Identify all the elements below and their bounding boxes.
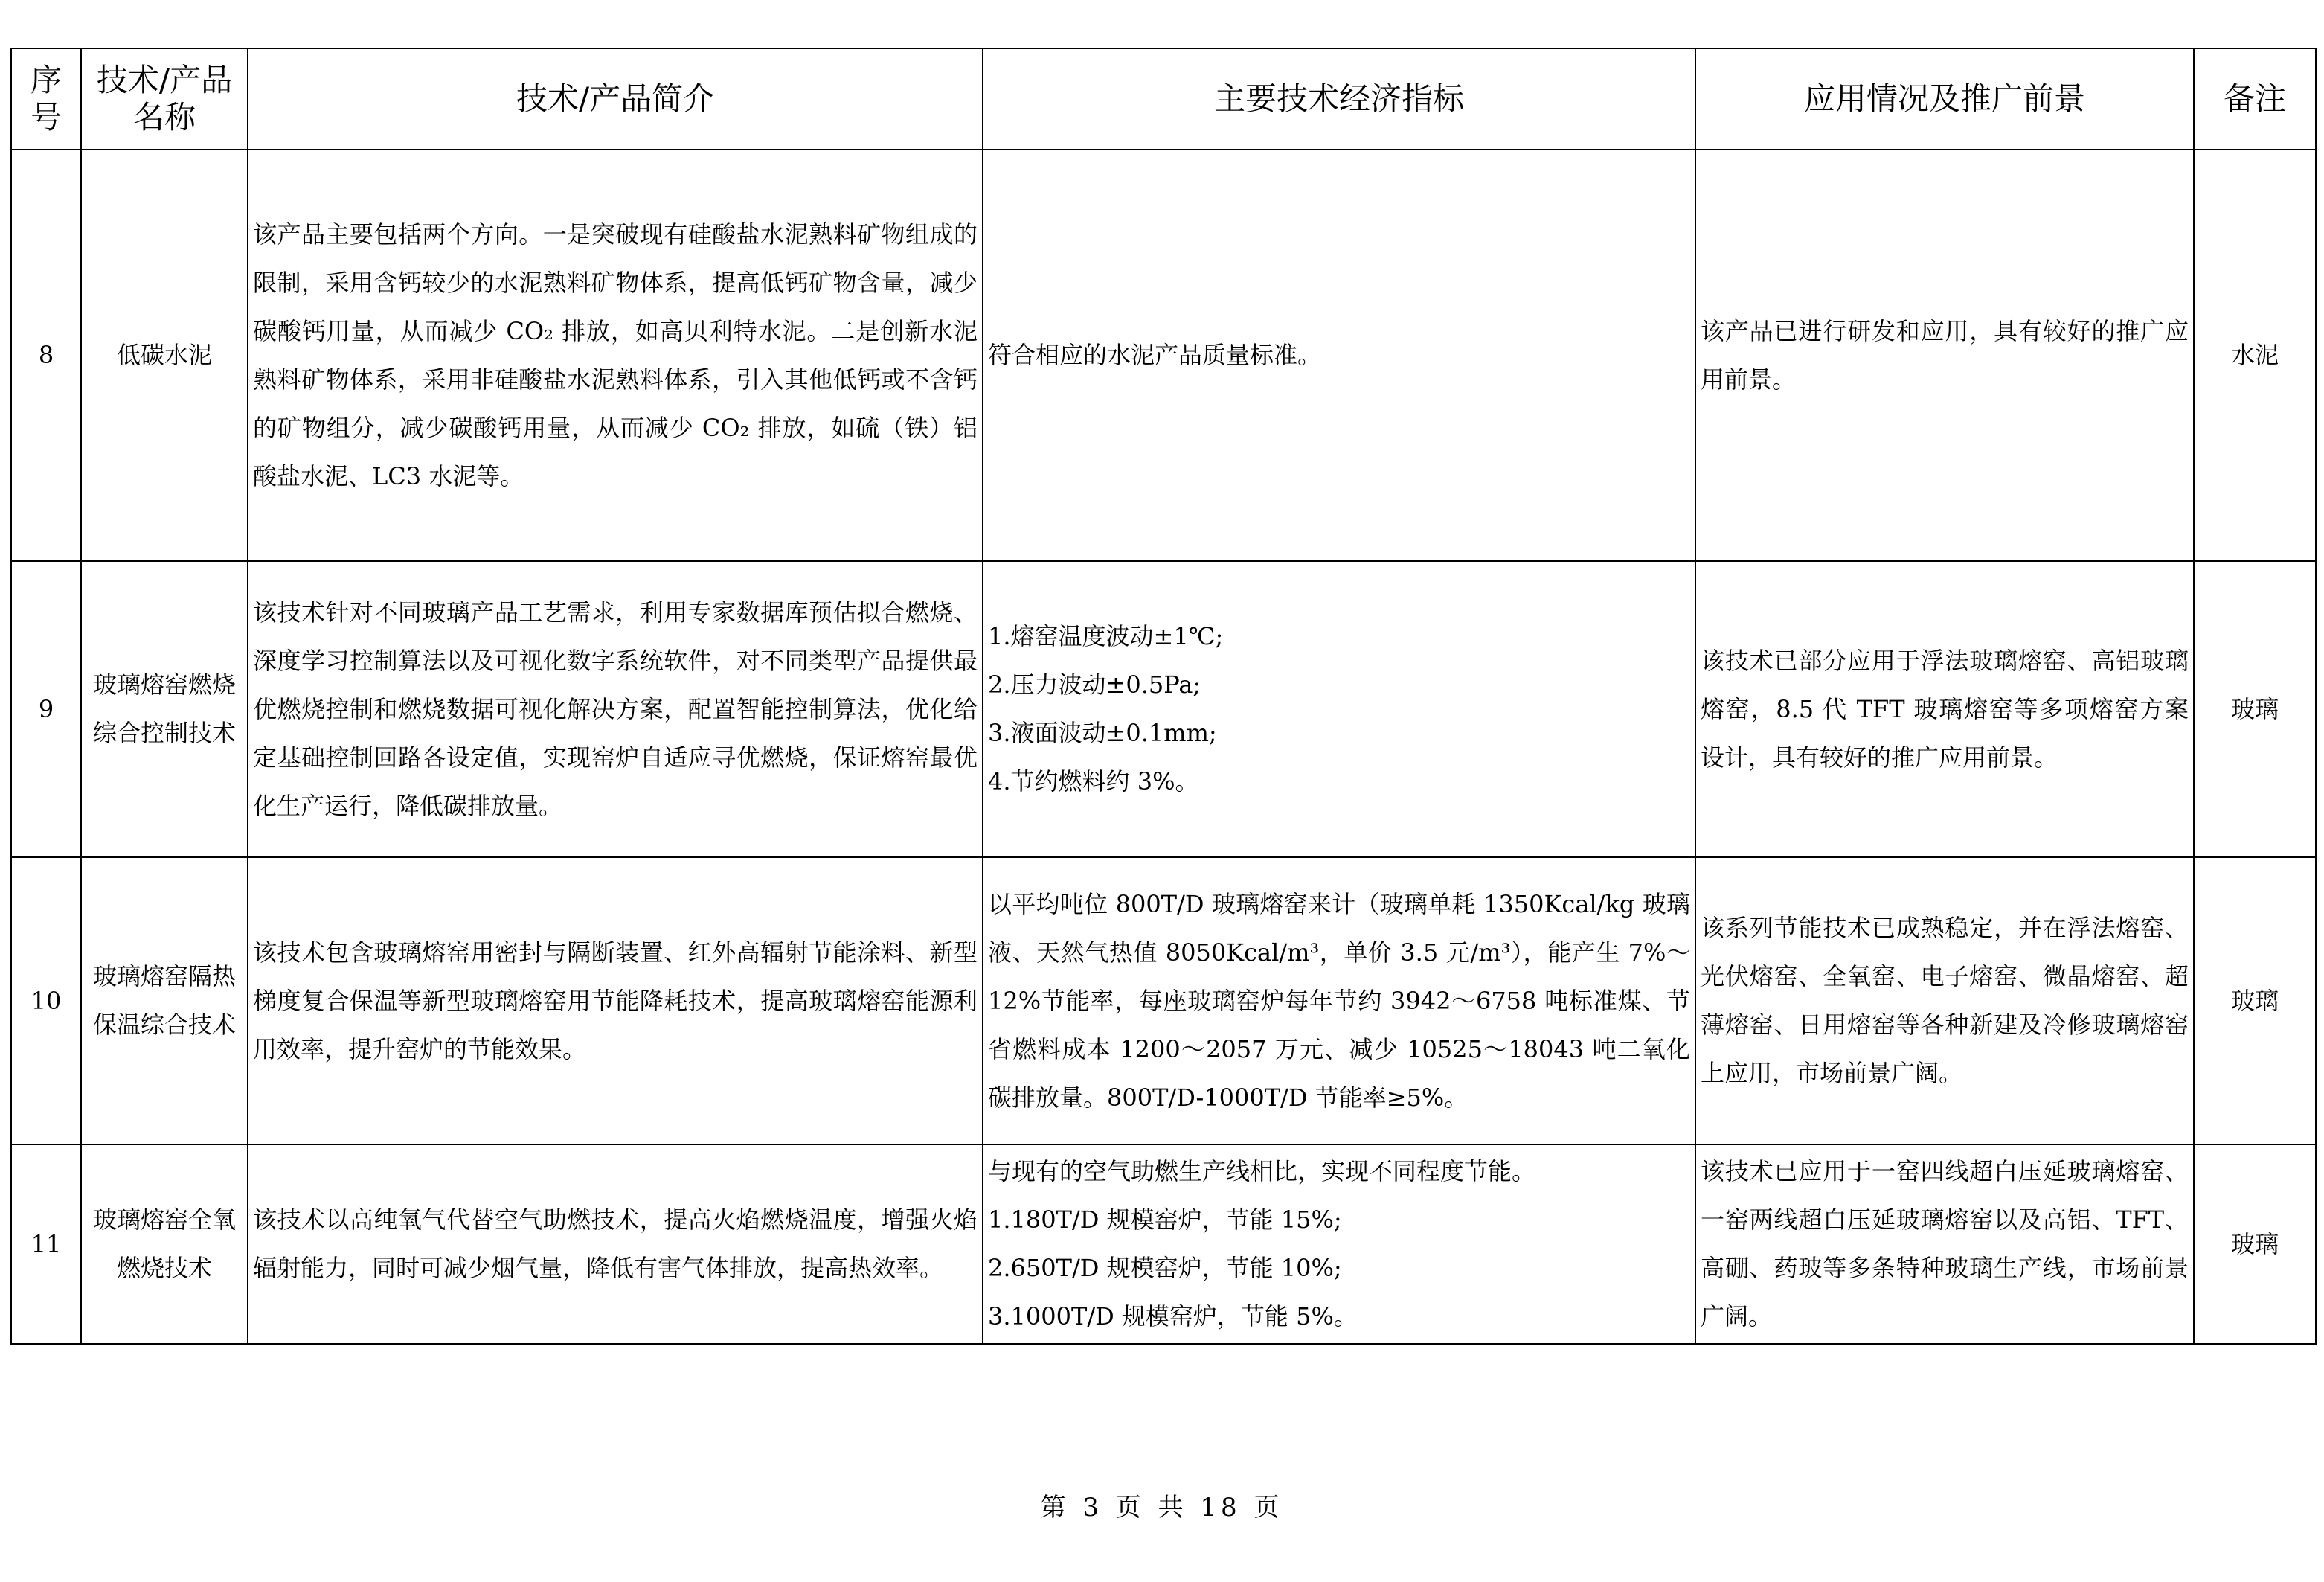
table-row xyxy=(11,150,2316,561)
page-number: 第 3 页 共 18 页 xyxy=(1040,1493,1284,1522)
row-seq: 9 xyxy=(11,561,81,857)
table-row xyxy=(11,561,2316,857)
row-application: 该技术已部分应用于浮法玻璃熔窑、高铝玻璃熔窑，8.5 代 TFT 玻璃熔窑等多项熔窑方案设计，具有较好的推广应用前景。 xyxy=(1695,561,2194,857)
row-seq: 10 xyxy=(11,857,81,1144)
row-remark: 玻璃 xyxy=(2194,1144,2316,1344)
row-name: 玻璃熔窑全氧燃烧技术 xyxy=(81,1144,248,1344)
row-remark: 水泥 xyxy=(2194,150,2316,561)
header-name: 技术/产品 名称 xyxy=(81,48,248,150)
row-indicators: 与现有的空气助燃生产线相比，实现不同程度节能。 1.180T/D 规模窑炉，节能 15%; 2.650T/D 规模窑炉，节能 10%; 3.1000T/D 规模窑炉，节能 5%。 xyxy=(983,1144,1695,1344)
header-remark: 备注 xyxy=(2194,48,2316,150)
row-application: 该技术已应用于一窑四线超白压延玻璃熔窑、一窑两线超白压延玻璃熔窑以及高铝、TFT、高硼、药玻等多条特种玻璃生产线，市场前景广阔。 xyxy=(1695,1144,2194,1344)
header-application: 应用情况及推广前景 xyxy=(1695,48,2194,150)
row-remark: 玻璃 xyxy=(2194,561,2316,857)
header-seq: 序 号 xyxy=(11,48,81,150)
row-indicators: 以平均吨位 800T/D 玻璃熔窑来计（玻璃单耗 1350Kcal/kg 玻璃液、天然气热值 8050Kcal/m³，单价 3.5 元/m³），能产生 7%～12%节能率，每座玻璃窑炉每年节约 3942～6758 吨标准煤、节省燃料成本 1200～2057 万元、减少 10525～18043 吨二氧化碳排放量。800T/D-1000T/D 节能率≥5%。 xyxy=(983,857,1695,1144)
row-application: 该产品已进行研发和应用，具有较好的推广应用前景。 xyxy=(1695,150,2194,561)
row-seq: 11 xyxy=(11,1144,81,1344)
row-seq: 8 xyxy=(11,150,81,561)
row-indicators: 1.熔窑温度波动±1℃; 2.压力波动±0.5Pa; 3.液面波动±0.1mm; 4.节约燃料约 3%。 xyxy=(983,561,1695,857)
row-name: 玻璃熔窑燃烧综合控制技术 xyxy=(81,561,248,857)
row-name: 玻璃熔窑隔热保温综合技术 xyxy=(81,857,248,1144)
row-indicators: 符合相应的水泥产品质量标准。 xyxy=(983,150,1695,561)
header-intro: 技术/产品简介 xyxy=(248,48,983,150)
row-intro: 该产品主要包括两个方向。一是突破现有硅酸盐水泥熟料矿物组成的限制，采用含钙较少的水泥熟料矿物体系，提高低钙矿物含量，减少碳酸钙用量，从而减少 CO₂ 排放，如高贝利特水泥。二是创新水泥熟料矿物体系，采用非硅酸盐水泥熟料体系，引入其他低钙或不含钙的矿物组分，减少碳酸钙用量，从而减少 CO₂ 排放，如硫（铁）铝酸盐水泥、LC3 水泥等。 xyxy=(248,150,983,561)
table-row xyxy=(11,857,2316,1144)
row-application: 该系列节能技术已成熟稳定，并在浮法熔窑、光伏熔窑、全氧窑、电子熔窑、微晶熔窑、超薄熔窑、日用熔窑等各种新建及冷修玻璃熔窑上应用，市场前景广阔。 xyxy=(1695,857,2194,1144)
table-row xyxy=(11,1144,2316,1344)
row-intro: 该技术以高纯氧气代替空气助燃技术，提高火焰燃烧温度，增强火焰辐射能力，同时可减少烟气量，降低有害气体排放，提高热效率。 xyxy=(248,1144,983,1344)
row-intro: 该技术针对不同玻璃产品工艺需求，利用专家数据库预估拟合燃烧、深度学习控制算法以及可视化数字系统软件，对不同类型产品提供最优燃烧控制和燃烧数据可视化解决方案，配置智能控制算法，优化给定基础控制回路各设定值，实现窑炉自适应寻优燃烧，保证熔窑最优化生产运行，降低碳排放量。 xyxy=(248,561,983,857)
row-intro: 该技术包含玻璃熔窑用密封与隔断装置、红外高辐射节能涂料、新型梯度复合保温等新型玻璃熔窑用节能降耗技术，提高玻璃熔窑能源利用效率，提升窑炉的节能效果。 xyxy=(248,857,983,1144)
technology-table xyxy=(10,48,2317,1345)
header-row xyxy=(11,48,2316,150)
row-name: 低碳水泥 xyxy=(81,150,248,561)
header-indicators: 主要技术经济指标 xyxy=(983,48,1695,150)
row-remark: 玻璃 xyxy=(2194,857,2316,1144)
